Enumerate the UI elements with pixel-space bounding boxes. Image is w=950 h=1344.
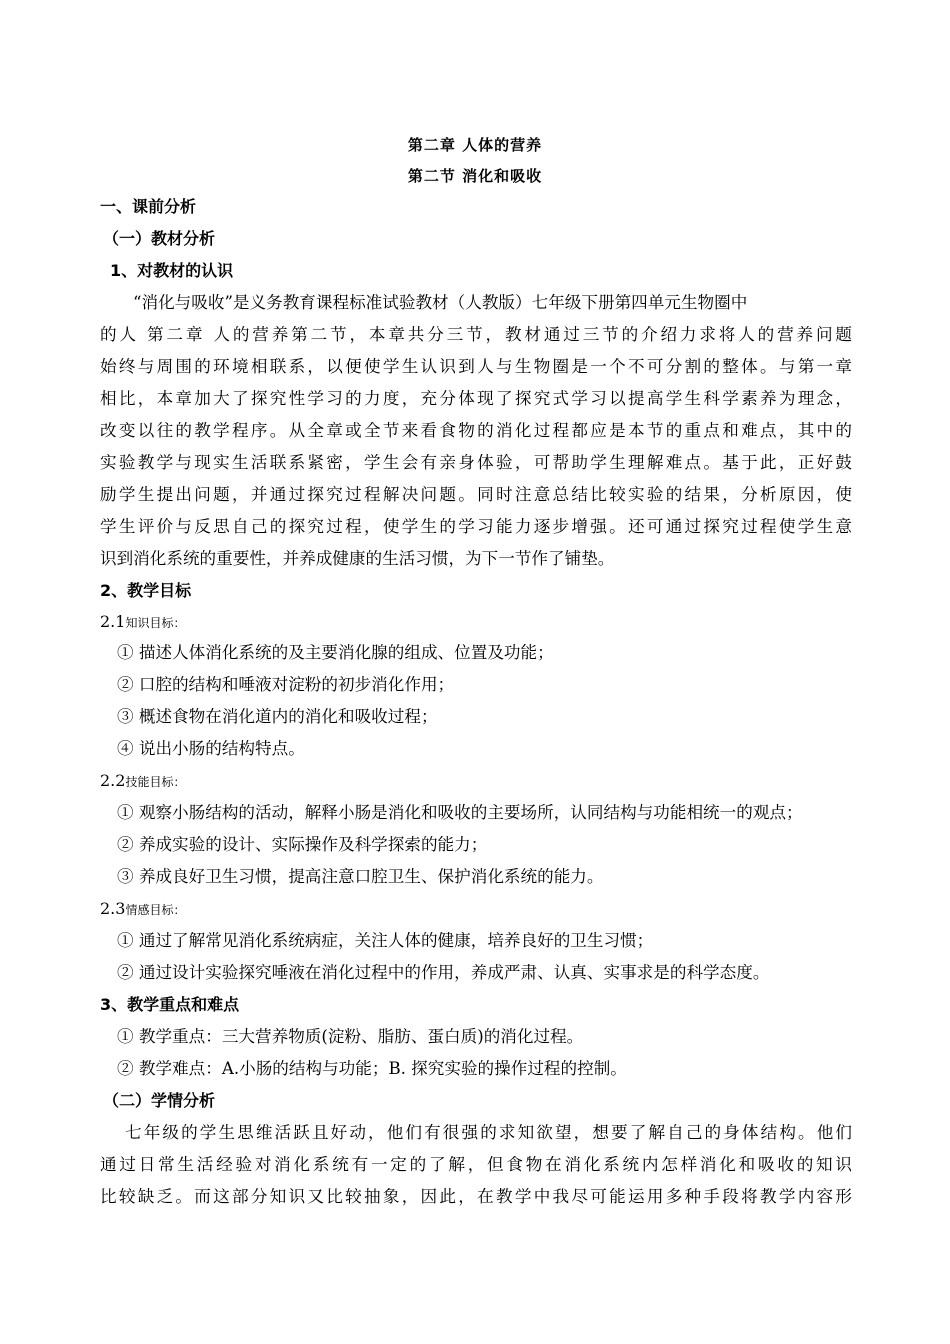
paragraph-line: 励学生提出问题，并通过探究过程解决问题。同时注意总结比较实验的结果，分析原因，使	[100, 485, 852, 504]
paragraph-line: “消化与吸收”是义务教育课程标准试验教材（人教版）七年级下册第四单元生物圈中	[133, 293, 748, 312]
subheading-label: 知识目标：	[125, 616, 186, 630]
subheading-number: 2.3	[100, 899, 126, 918]
subheading-label: 技能目标：	[125, 775, 186, 789]
paragraph-line: 通过日常生活经验对消化系统有一定的了解，但食物在消化系统内怎样消化和吸收的知识	[100, 1155, 852, 1174]
subheading-number: 2.1	[100, 612, 126, 631]
list-item: ② 口腔的结构和唾液对淀粉的初步消化作用；	[117, 675, 455, 694]
heading-student-analysis: （二）学情分析	[103, 1091, 216, 1110]
section-title: 第二节 消化和吸收	[407, 167, 543, 185]
chapter-title: 第二章 人体的营养	[407, 136, 543, 154]
list-item: ③ 概述食物在消化道内的消化和吸收过程；	[117, 707, 438, 726]
list-item: ④ 说出小肠的结构特点。	[117, 739, 305, 758]
paragraph-line: 识到消化系统的重要性，并养成健康的生活习惯，为下一节作了铺垫。	[100, 549, 615, 568]
paragraph-line: 改变以往的教学程序。从全章或全节来看食物的消化过程都应是本节的重点和难点，其中的	[100, 421, 852, 440]
paragraph-line: 实验教学与现实生活联系紧密，学生会有亲身体验，可帮助学生理解难点。基于此，正好鼓	[100, 453, 852, 472]
paragraph-line: 相比，本章加大了探究性学习的力度，充分体现了探究式学习以提高学生科学素养为理念，	[100, 389, 852, 408]
heading-understanding: 1、对教材的认识	[110, 261, 234, 280]
subheading-skill	[100, 768, 185, 795]
paragraph-line: 比较缺乏。而这部分知识又比较抽象，因此，在教学中我尽可能运用多种手段将教学内容形	[100, 1187, 852, 1206]
list-item: ① 教学重点：三大营养物质(淀粉、脂肪、蛋白质)的消化过程。	[117, 1027, 584, 1046]
heading-pre-analysis: 一、课前分析	[100, 197, 197, 216]
heading-goals: 2、教学目标	[100, 581, 192, 600]
subheading-label: 情感目标：	[125, 903, 186, 917]
heading-material-analysis: （一）教材分析	[103, 229, 216, 248]
paragraph-line: 的人 第二章 人的营养第二节，本章共分三节，教材通过三节的介绍力求将人的营养问题	[100, 325, 852, 344]
subheading-knowledge	[100, 609, 185, 636]
list-item: ① 通过了解常见消化系统病症，关注人体的健康，培养良好的卫生习惯；	[117, 931, 654, 950]
list-item: ② 养成实验的设计、实际操作及科学探索的能力；	[117, 835, 488, 854]
paragraph-line: 七年级的学生思维活跃且好动，他们有很强的求知欲望，想要了解自己的身体结构。他们	[125, 1123, 852, 1142]
paragraph-line: 学生评价与反思自己的探究过程，使学生的学习能力逐步增强。还可通过探究过程使学生意	[100, 517, 852, 536]
paragraph-line: 始终与周围的环境相联系，以便使学生认识到人与生物圈是一个不可分割的整体。与第一章	[100, 357, 852, 376]
list-item: ③ 养成良好卫生习惯，提高注意口腔卫生、保护消化系统的能力。	[117, 867, 604, 886]
heading-key-points: 3、教学重点和难点	[100, 995, 240, 1014]
list-item: ② 通过设计实验探究唾液在消化过程中的作用，养成严肃、认真、实事求是的科学态度。	[117, 963, 770, 982]
subheading-emotion	[100, 896, 185, 923]
list-item: ① 描述人体消化系统的及主要消化腺的组成、位置及功能；	[117, 643, 554, 662]
subheading-number: 2.2	[100, 771, 126, 790]
list-item: ① 观察小肠结构的活动，解释小肠是消化和吸收的主要场所，认同结构与功能相统一的观点；	[117, 803, 803, 822]
list-item: ② 教学难点：A.小肠的结构与功能；B. 探究实验的操作过程的控制。	[117, 1059, 627, 1078]
